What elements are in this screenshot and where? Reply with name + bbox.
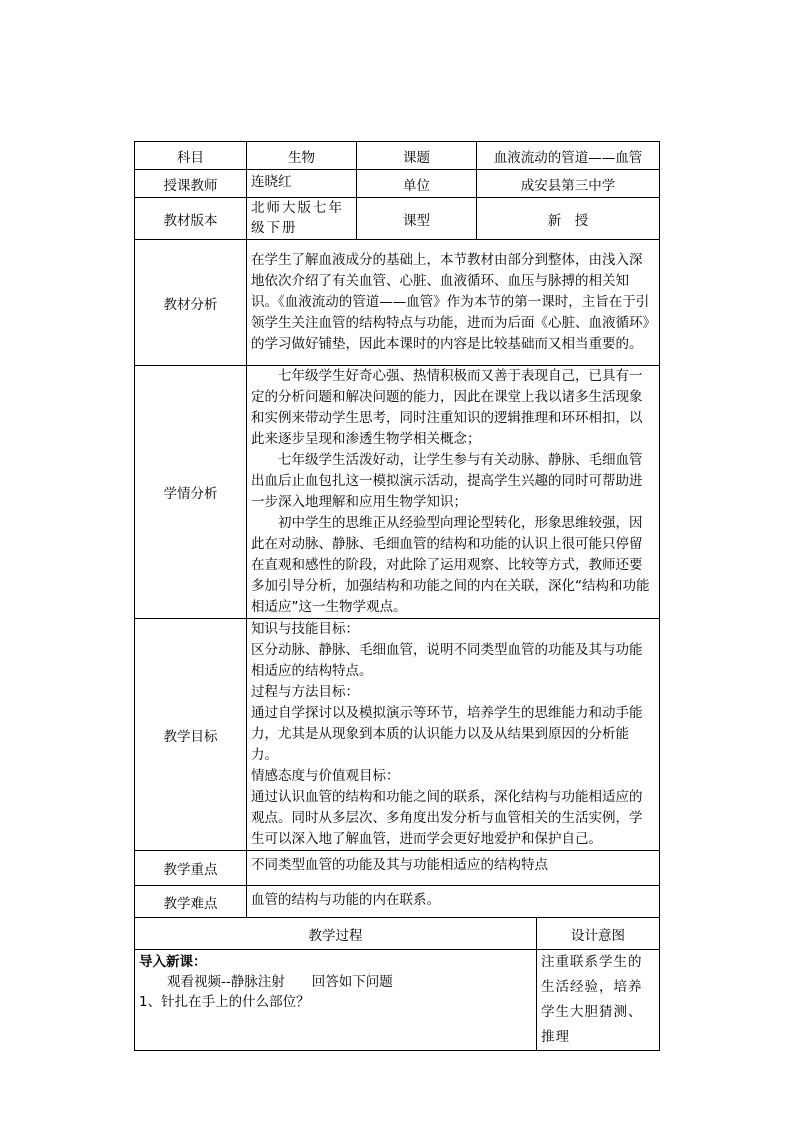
subject-value: 生物 [247, 142, 357, 170]
students-paragraph-2: 七年级学生活泼好动，让学生参与有关动脉、静脉、毛细血管出血后止血包扎这一模拟演示活动，提高学生兴趣的同时可帮助进一步深入地理解和应用生物学知识； [251, 452, 643, 510]
students-cell [247, 366, 660, 619]
type-value: 新 授 [477, 198, 660, 240]
row-textbook [135, 240, 660, 366]
question-1: 1、针扎在手上的什么部位？ [139, 994, 310, 1010]
process-goal-text: 通过自学探讨以及模拟演示等环节，培养学生的思维能力和动手能力，尤其是从现象到本质的认识能力以及从结果到原因的分析能力。 [251, 705, 643, 763]
emotion-goal-text: 通过认识血管的结构和功能之间的联系，深化结构与功能相适应的观点。同时从多层次、多角度出发分析与血管相关的生活实例，学生可以深入地了解血管，进而学会更好地爱护和保护自己。 [251, 789, 643, 847]
emotion-goal-title: 情感态度与价值观目标： [251, 768, 400, 784]
row-subject [135, 142, 660, 170]
design-intent-text: 注重联系学生的生活经验，培养学生大胆猜测、推理 [537, 950, 660, 1051]
row-process-content [135, 950, 660, 1051]
edition-label: 教材版本 [135, 198, 247, 240]
edition-value: 北师大版七年级下册 [247, 198, 357, 240]
row-goals [135, 619, 660, 851]
design-header: 设计意图 [537, 918, 660, 950]
intro-line: 观看视频--静脉注射 回答如下问题 [167, 974, 393, 990]
process-header: 教学过程 [135, 918, 537, 950]
difficulty-label: 教学难点 [135, 886, 247, 918]
textbook-label: 教材分析 [135, 240, 247, 366]
teacher-label: 授课教师 [135, 170, 247, 198]
textbook-text: 在学生了解血液成分的基础上，本节教材由部分到整体，由浅入深地依次介绍了有关血管、心脏、血液循环、血压与脉搏的相关知识。《血液流动的管道——血管》作为本节的第一课时，主旨在于引领学生关注血管的结构特点与功能，进而为后面《心脏、血液循环》的学习做好铺垫，因此本课时的内容是比较基础而又相当重要的。 [247, 240, 660, 366]
topic-label: 课题 [357, 142, 477, 170]
key-point-label: 教学重点 [135, 851, 247, 886]
goals-label: 教学目标 [135, 619, 247, 851]
lesson-plan-table [134, 141, 660, 1051]
intro-title: 导入新课： [139, 954, 207, 970]
key-point-text: 不同类型血管的功能及其与功能相适应的结构特点 [247, 851, 660, 886]
row-difficulty [135, 886, 660, 918]
row-teacher [135, 170, 660, 198]
knowledge-goal-title: 知识与技能目标： [251, 621, 359, 637]
goals-cell [247, 619, 660, 851]
row-key-point [135, 851, 660, 886]
difficulty-text: 血管的结构与功能的内在联系。 [247, 886, 660, 918]
topic-value: 血液流动的管道——血管 [477, 142, 660, 170]
knowledge-goal-text: 区分动脉、静脉、毛细血管，说明不同类型血管的功能及其与功能相适应的结构特点。 [251, 642, 643, 679]
students-paragraph-1: 七年级学生好奇心强、热情积极而又善于表现自己，已具有一定的分析问题和解决问题的能力，因此在课堂上我以诸多生活现象和实例来带动学生思考，同时注重知识的逻辑推理和环环相扣，以此来逐步呈现和渗透生物学相关概念； [251, 368, 643, 447]
school-value: 成安县第三中学 [477, 170, 660, 198]
row-process-header [135, 918, 660, 950]
process-goal-title: 过程与方法目标： [251, 684, 359, 700]
students-label: 学情分析 [135, 366, 247, 619]
process-content [135, 950, 537, 1051]
type-label: 课型 [357, 198, 477, 240]
subject-label: 科目 [135, 142, 247, 170]
students-paragraph-3: 初中学生的思维正从经验型向理论型转化，形象思维较强，因此在对动脉、静脉、毛细血管的结构和功能的认识上很可能只停留在直观和感性的阶段，对此除了运用观察、比较等方式，教师还要多加引导分析，加强结构和功能之间的内在关联，深化“结构和功能相适应”这一生物学观点。 [251, 515, 650, 615]
row-edition [135, 198, 660, 240]
school-label: 单位 [357, 170, 477, 198]
row-students [135, 366, 660, 619]
teacher-value: 连晓红 [247, 170, 357, 198]
